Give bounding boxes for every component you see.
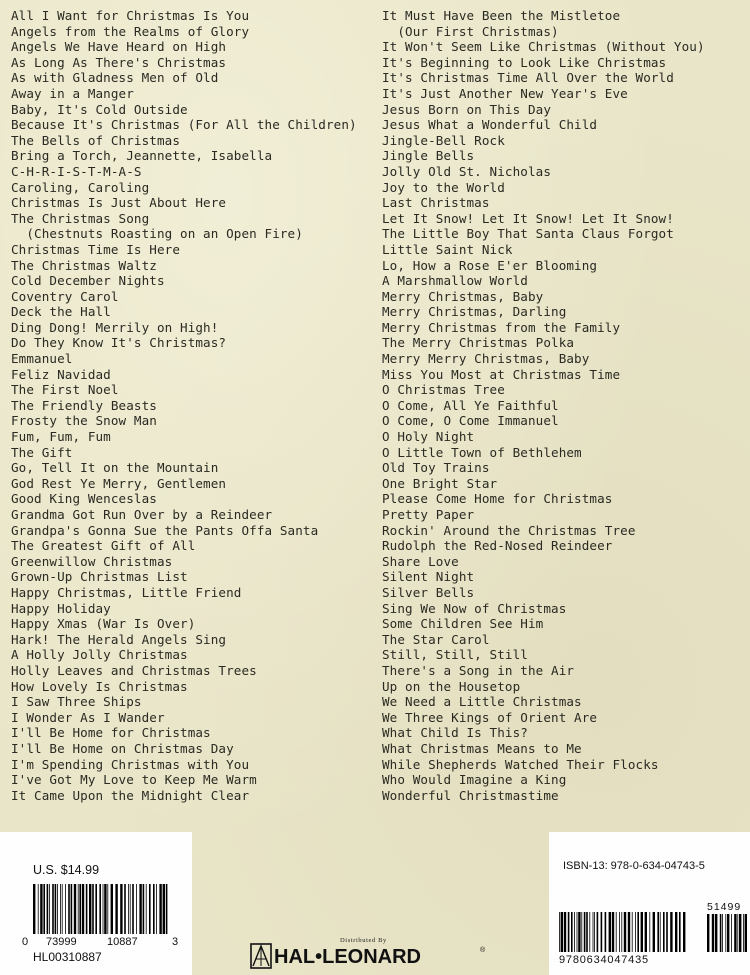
barcode-bar xyxy=(597,912,599,952)
song-title: I Wonder As I Wander xyxy=(11,709,165,725)
barcode-bar xyxy=(107,884,108,934)
barcode-bar xyxy=(128,884,129,934)
song-title: Let It Snow! Let It Snow! Let It Snow! xyxy=(382,210,674,226)
barcode-bar xyxy=(159,884,161,934)
barcode-bar xyxy=(683,912,685,952)
song-title: The Little Boy That Santa Claus Forgot xyxy=(382,226,674,242)
song-title: O Holy Night xyxy=(382,429,475,445)
song-title: Little Saint Nick xyxy=(382,241,513,257)
song-title: Grown-Up Christmas List xyxy=(11,569,188,585)
barcode-bar xyxy=(57,884,58,934)
isbn-barcode xyxy=(559,912,686,952)
barcode-bar xyxy=(621,912,622,952)
song-title: Grandma Got Run Over by a Reindeer xyxy=(11,507,273,522)
song-title: Last Christmas xyxy=(382,195,490,211)
song-title: It Came Upon the Midnight Clear xyxy=(11,787,250,803)
upc-digit-group-1: 73999 xyxy=(46,936,77,948)
song-title: Christmas Time Is Here xyxy=(11,241,181,257)
song-title: Baby, It's Cold Outside xyxy=(11,101,188,117)
barcode-bar xyxy=(130,884,131,934)
barcode-bar xyxy=(43,884,45,934)
product-code: HL00310887 xyxy=(33,950,102,964)
barcode-bar xyxy=(62,884,63,934)
barcode-bar xyxy=(52,884,54,934)
registered-mark: ® xyxy=(480,947,486,954)
song-title: Jesus Born on This Day xyxy=(382,101,552,117)
song-title: Happy Xmas (War Is Over) xyxy=(11,616,196,632)
isbn-sticker xyxy=(549,832,750,975)
song-title: Jingle-Bell Rock xyxy=(382,132,505,148)
isbn-label: ISBN-13: 978-0-634-04743-5 xyxy=(563,860,705,872)
price-addon-digits: 51499 xyxy=(707,901,742,913)
song-title: Away in a Manger xyxy=(11,85,134,101)
song-title: Angels We Have Heard on High xyxy=(11,39,227,55)
song-title: It's Beginning to Look Like Christmas xyxy=(382,54,667,70)
song-title: I Saw Three Ships xyxy=(11,694,142,710)
song-title: Feliz Navidad xyxy=(11,366,111,382)
song-title: The Star Carol xyxy=(382,631,490,647)
barcode-bar xyxy=(649,912,650,952)
barcode-bar xyxy=(581,912,582,952)
song-title: Holly Leaves and Christmas Trees xyxy=(11,662,257,678)
song-title: Still, Still, Still xyxy=(382,647,528,663)
song-title: Sing We Now of Christmas xyxy=(382,600,567,616)
hal-leonard-emblem-icon xyxy=(250,943,272,969)
barcode-bar xyxy=(660,912,661,952)
song-title: Frosty the Snow Man xyxy=(11,413,157,429)
song-title: Share Love xyxy=(382,553,459,569)
barcode-bar xyxy=(663,912,665,952)
barcode-bar xyxy=(725,914,726,952)
song-title: Merry Merry Christmas, Baby xyxy=(382,351,590,367)
song-title: God Rest Ye Merry, Gentlemen xyxy=(11,475,227,491)
song-title: We Need a Little Christmas xyxy=(382,694,582,710)
song-title: The Gift xyxy=(11,444,73,460)
song-title: As with Gladness Men of Old xyxy=(11,70,219,86)
barcode-bar xyxy=(589,912,590,952)
barcode-bar xyxy=(616,912,617,952)
barcode-bar xyxy=(578,912,580,952)
song-title: Up on the Housetop xyxy=(382,678,521,694)
song-title: Merry Christmas, Baby xyxy=(382,288,544,304)
song-title: O Christmas Tree xyxy=(382,382,505,398)
song-title: Merry Christmas from the Family xyxy=(382,319,621,335)
barcode-bar xyxy=(38,884,39,934)
song-title: While Shepherds Watched Their Flocks xyxy=(382,756,659,772)
song-title: Cold December Nights xyxy=(11,273,165,289)
song-title: Fum, Fum, Fum xyxy=(11,429,111,445)
song-title: Ding Dong! Merrily on High! xyxy=(11,319,219,335)
barcode-bar xyxy=(571,912,573,952)
barcode-bar xyxy=(720,914,722,952)
barcode-bar xyxy=(739,914,741,952)
barcode-bar xyxy=(679,912,681,952)
song-title: I'm Spending Christmas with You xyxy=(11,756,250,772)
barcode-bar xyxy=(89,884,91,934)
song-title: Greenwillow Christmas xyxy=(11,553,173,569)
barcode-bar xyxy=(68,884,70,934)
barcode-bar xyxy=(632,912,633,952)
barcode-bar xyxy=(166,884,168,934)
barcode-bar xyxy=(95,884,97,934)
barcode-bar xyxy=(593,912,594,952)
barcode-bar xyxy=(715,914,717,952)
song-title: There's a Song in the Air xyxy=(382,662,575,678)
song-title: Good King Wenceslas xyxy=(11,491,157,507)
barcode-bar xyxy=(743,914,744,952)
barcode-bar xyxy=(645,912,647,952)
song-title: Who Would Imagine a King xyxy=(382,772,567,788)
song-title: Deck the Hall xyxy=(11,304,111,320)
song-title: As Long As There's Christmas xyxy=(11,54,227,70)
barcode-bar xyxy=(82,884,84,934)
upc-digit-check: 3 xyxy=(172,936,179,948)
song-title: Miss You Most at Christmas Time xyxy=(382,366,621,382)
barcode-bar xyxy=(120,884,122,934)
barcode-bar xyxy=(143,884,145,934)
song-title: I'll Be Home for Christmas xyxy=(11,725,211,741)
song-title: Because It's Christmas (For All the Children) xyxy=(11,117,357,133)
song-title: Happy Holiday xyxy=(11,600,111,616)
barcode-bar xyxy=(657,912,659,952)
barcode-bar xyxy=(139,884,141,934)
barcode-bar xyxy=(60,884,61,934)
song-title: O Come, O Come Immanuel xyxy=(382,413,559,429)
barcode-bar xyxy=(104,884,106,934)
song-title: Merry Christmas, Darling xyxy=(382,304,567,320)
barcode-bar xyxy=(564,912,566,952)
barcode-bar xyxy=(136,884,137,934)
barcode-bar xyxy=(745,914,747,952)
song-title: It Won't Seem Like Christmas (Without You) xyxy=(382,39,705,55)
song-title: A Holly Jolly Christmas xyxy=(11,647,188,663)
barcode-bar xyxy=(40,884,42,934)
barcode-bar xyxy=(586,912,588,952)
song-title: Caroling, Caroling xyxy=(11,179,150,195)
song-title: Christmas Is Just About Here xyxy=(11,195,227,211)
upc-digit-group-2: 10887 xyxy=(107,936,138,948)
song-title: Emmanuel xyxy=(11,351,73,367)
song-title: Hark! The Herald Angels Sing xyxy=(11,631,227,647)
barcode-bar xyxy=(79,884,81,934)
barcode-bar xyxy=(577,912,578,952)
barcode-bar xyxy=(601,912,603,952)
song-title: Joy to the World xyxy=(382,179,505,195)
barcode-bar xyxy=(86,884,88,934)
song-title: How Lovely Is Christmas xyxy=(11,678,188,694)
song-title: C-H-R-I-S-T-M-A-S xyxy=(11,163,142,179)
barcode-bar xyxy=(641,912,643,952)
song-title: Pretty Paper xyxy=(382,507,475,522)
song-title: Jesus What a Wonderful Child xyxy=(382,117,598,133)
song-title: Rudolph the Red-Nosed Reindeer xyxy=(382,538,613,554)
song-title: It's Just Another New Year's Eve xyxy=(382,85,628,101)
song-title: Silver Bells xyxy=(382,584,475,600)
song-title: What Christmas Means to Me xyxy=(382,740,582,756)
barcode-bar xyxy=(628,912,630,952)
song-title: Go, Tell It on the Mountain xyxy=(11,460,219,476)
price-label: U.S. $14.99 xyxy=(33,863,100,877)
song-title: The Bells of Christmas xyxy=(11,132,181,148)
barcode-bar xyxy=(612,912,614,952)
barcode-bar xyxy=(734,914,736,952)
barcode-bar xyxy=(74,884,76,934)
song-title: It's Christmas Time All Over the World xyxy=(382,70,674,86)
song-title: The Friendly Beasts xyxy=(11,397,157,413)
barcode-bar xyxy=(49,884,50,934)
barcode-bar xyxy=(92,884,94,934)
barcode-bar xyxy=(132,884,134,934)
barcode-bar xyxy=(115,884,117,934)
barcode-bar xyxy=(78,884,79,934)
barcode-bar xyxy=(65,884,66,934)
barcode-bar xyxy=(666,912,668,952)
barcode-bar xyxy=(609,912,611,952)
barcode-bar xyxy=(47,884,49,934)
song-title: Please Come Home for Christmas xyxy=(382,491,613,507)
song-title: Jingle Bells xyxy=(382,148,475,164)
song-title: One Bright Star xyxy=(382,475,498,491)
barcode-bar xyxy=(55,884,57,934)
song-title: Silent Night xyxy=(382,569,475,585)
barcode-bar xyxy=(670,912,672,952)
song-title: Bring a Torch, Jeannette, Isabella xyxy=(11,148,273,164)
barcode-bar xyxy=(149,884,151,934)
song-title: The Greatest Gift of All xyxy=(11,538,196,554)
upc-digit-prefix: 0 xyxy=(22,936,29,948)
song-title: Happy Christmas, Little Friend xyxy=(11,584,242,600)
song-title: What Child Is This? xyxy=(382,725,528,741)
barcode-bar xyxy=(637,912,639,952)
price-sticker xyxy=(0,832,192,975)
song-title: The Merry Christmas Polka xyxy=(382,335,575,351)
song-title: (Our First Christmas) xyxy=(382,23,559,39)
barcode-bar xyxy=(707,914,709,952)
song-title: All I Want for Christmas Is You xyxy=(11,8,250,23)
song-title: A Marshmallow World xyxy=(382,273,528,289)
barcode-bar xyxy=(568,912,570,952)
song-title: I've Got My Love to Keep Me Warm xyxy=(11,772,257,788)
song-title: (Chestnuts Roasting on an Open Fire) xyxy=(11,226,303,242)
song-title: The Christmas Song xyxy=(11,210,150,226)
song-title: Lo, How a Rose E'er Blooming xyxy=(382,257,598,273)
song-title: Grandpa's Gonna Sue the Pants Offa Santa xyxy=(11,522,319,538)
barcode-bar xyxy=(605,912,607,952)
barcode-bar xyxy=(624,912,626,952)
song-title: It Must Have Been the Mistletoe xyxy=(382,8,621,23)
barcode-bar xyxy=(561,912,563,952)
song-title: Coventry Carol xyxy=(11,288,119,304)
publisher-logo xyxy=(250,935,500,975)
barcode-bar xyxy=(163,884,165,934)
song-title: Some Children See Him xyxy=(382,616,544,632)
barcode-bar xyxy=(594,912,595,952)
barcode-bar xyxy=(153,884,155,934)
barcode-bar xyxy=(103,884,104,934)
barcode-bar xyxy=(712,914,714,952)
song-title: The First Noel xyxy=(11,382,119,398)
barcode-bar xyxy=(722,914,723,952)
barcode-bar xyxy=(574,912,575,952)
barcode-bar xyxy=(559,912,560,952)
distributed-by-label: Distributed By xyxy=(340,937,387,944)
song-title: We Three Kings of Orient Are xyxy=(382,709,598,725)
barcode-bar xyxy=(653,912,655,952)
barcode-bar xyxy=(99,884,101,934)
song-title: Jolly Old St. Nicholas xyxy=(382,163,552,179)
barcode-bar xyxy=(731,914,732,952)
song-title: Rockin' Around the Christmas Tree xyxy=(382,522,636,538)
barcode-bar xyxy=(619,912,620,952)
song-title: Old Toy Trains xyxy=(382,460,490,476)
barcode-bar xyxy=(146,884,147,934)
barcode-bar xyxy=(71,884,73,934)
barcode-bar xyxy=(635,912,636,952)
barcode-bar xyxy=(737,914,738,952)
song-title: Do They Know It's Christmas? xyxy=(11,335,227,351)
publisher-name: HAL•LEONARD xyxy=(274,946,421,968)
song-title: The Christmas Waltz xyxy=(11,257,157,273)
song-title: O Come, All Ye Faithful xyxy=(382,397,559,413)
barcode-bar xyxy=(675,912,677,952)
song-list-right-column xyxy=(382,8,705,803)
song-title: I'll Be Home on Christmas Day xyxy=(11,740,234,756)
barcode-bar xyxy=(584,912,586,952)
upc-barcode xyxy=(33,884,169,934)
barcode-bar xyxy=(156,884,157,934)
price-addon-barcode xyxy=(707,914,747,952)
song-title: O Little Town of Bethlehem xyxy=(382,444,582,460)
barcode-bar xyxy=(33,884,35,934)
barcode-bar xyxy=(124,884,126,934)
song-list-left-column xyxy=(11,8,357,803)
barcode-bar xyxy=(111,884,113,934)
song-title: Angels from the Realms of Glory xyxy=(11,23,250,39)
song-title: Wonderful Christmastime xyxy=(382,787,559,803)
ean-digits: 9780634047435 xyxy=(559,954,649,966)
barcode-bar xyxy=(727,914,729,952)
